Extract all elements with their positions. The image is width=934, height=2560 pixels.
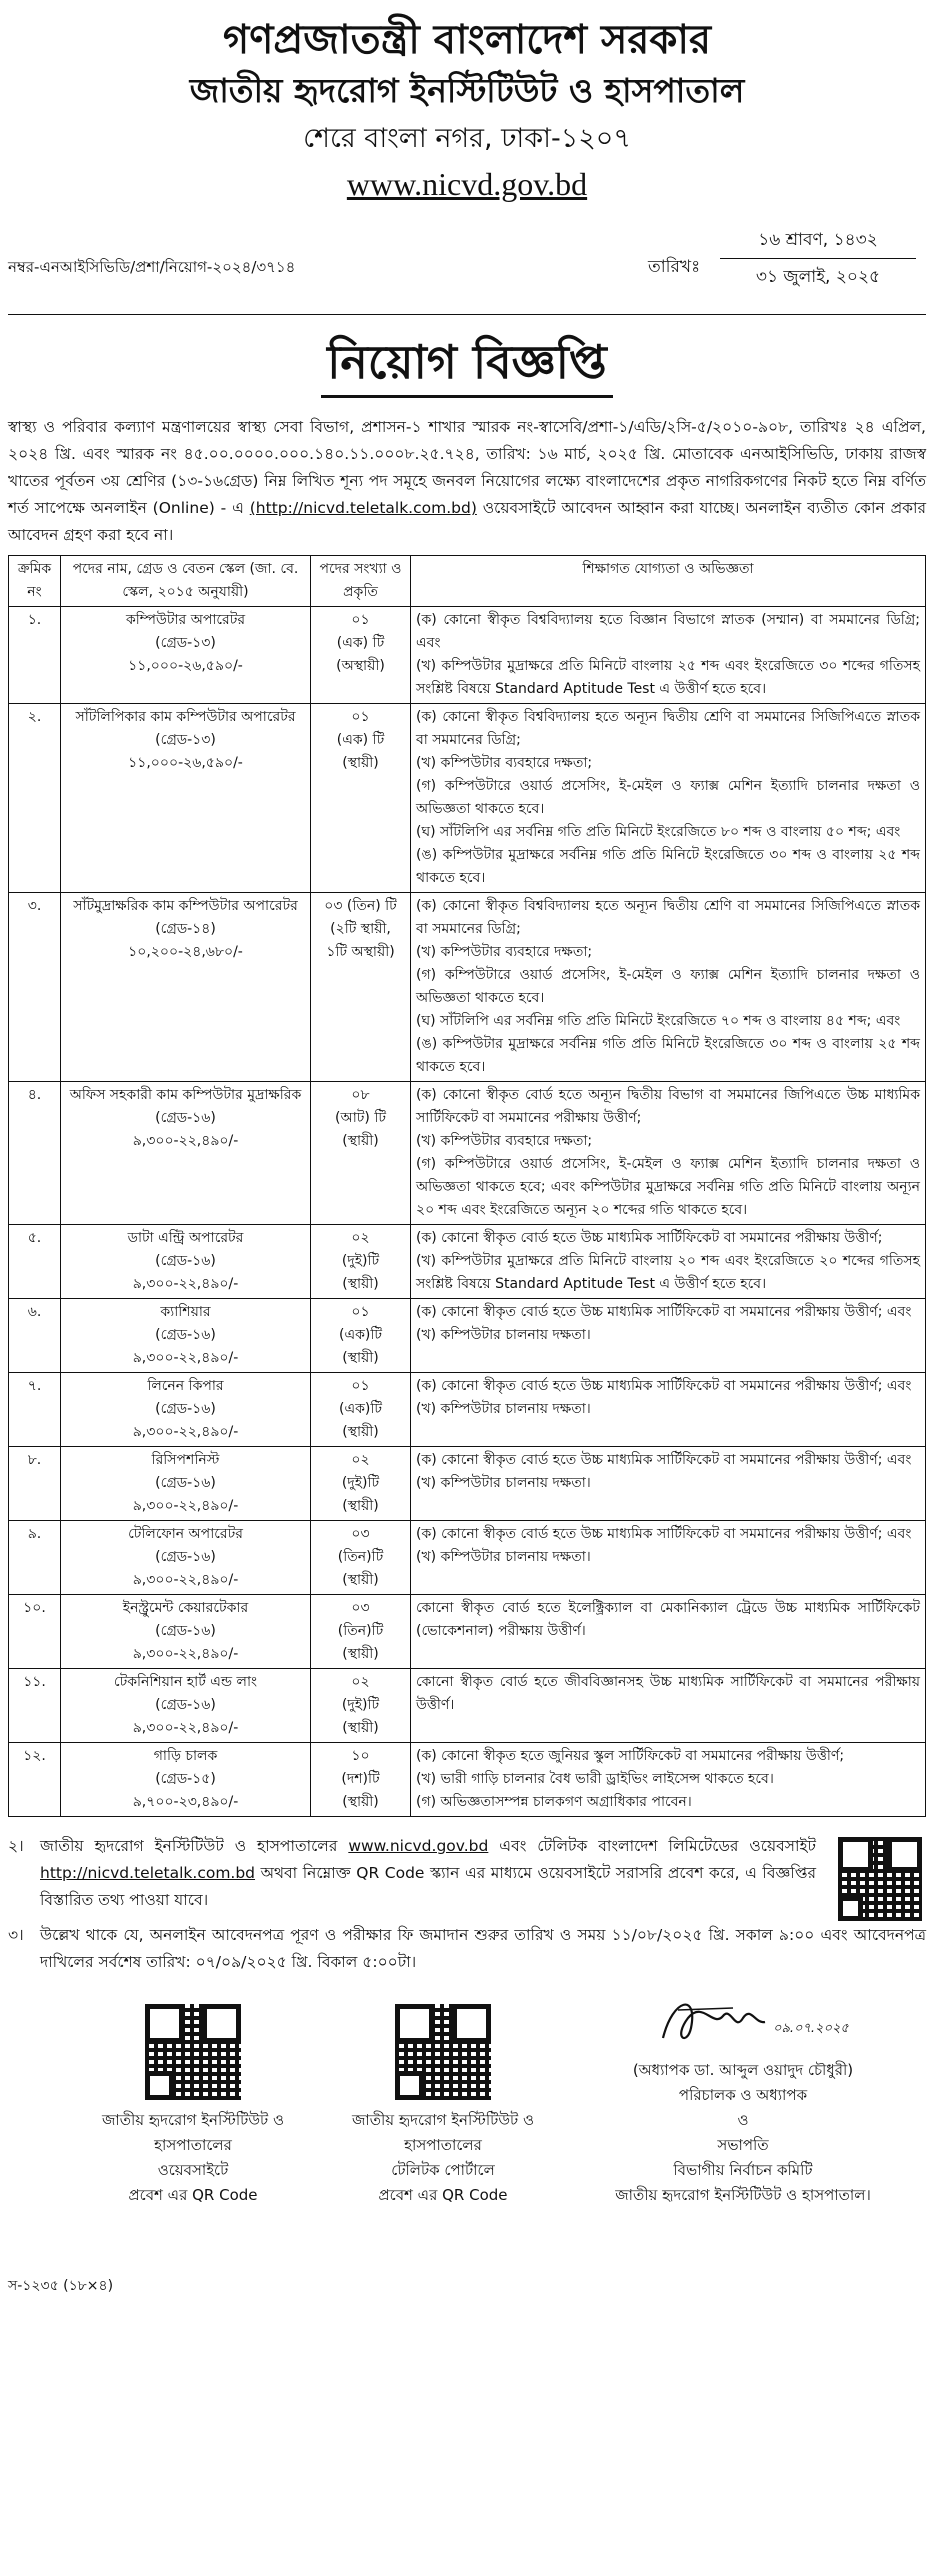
count-line: (স্থায়ী) — [342, 1424, 379, 1440]
row-post — [61, 1595, 311, 1669]
post-line: (গ্রেড-১৬) — [155, 1475, 216, 1491]
count-line: ০১ — [351, 612, 370, 628]
post-line: রিসিপশনিস্ট — [151, 1452, 220, 1468]
qualification-line: (খ) কম্পিউটার ব্যবহারে দক্ষতা; — [416, 1133, 593, 1149]
post-line: ৯,৩০০-২২,৪৯০/- — [132, 1498, 239, 1514]
date-bangla: ১৬ শ্রাবণ, ১৪৩২ — [720, 222, 916, 259]
post-line: (গ্রেড-১৬) — [155, 1401, 216, 1417]
table-row — [9, 607, 926, 704]
count-line: (তিন)টি — [337, 1549, 384, 1565]
note-2: ২। জাতীয় হৃদরোগ ইনস্টিটিউট ও হাসপাতালের www.nicvd.gov.bd এবং টেলিটক বাংলাদেশ লিমিটেডের ওয়েবসাইট http://nicvd.teletalk.com.bd অথবা নিম্নোক্ত QR Code স্ক্যান এর মাধ্যমে ওয়েবসাইটে সরাসরি প্রবেশ করে, এ বিজ্ঞপ্তির বিস্তারিত তথ্য পাওয়া যাবে। — [8, 1833, 926, 1914]
footer-area — [8, 1988, 926, 2298]
post-line: ৯,৩০০-২২,৪৯০/- — [132, 1720, 239, 1736]
row-post — [61, 1447, 311, 1521]
count-line: ০৩ (তিন) টি — [324, 898, 397, 914]
qualification-line: (গ) কম্পিউটারে ওয়ার্ড প্রসেসিং, ই-মেইল ও ফ্যাক্স মেশিন ইত্যাদি চালনার দক্ষতা ও অভিজ্ঞতা থাকতে হবে; এবং কম্পিউটার মুদ্রাক্ষরে সর্বনিম্ন গতি প্রতি মিনিটে বাংলায় অন্যূন ২০ শব্দ এবং ইংরেজিতে অন্যূন ২০ শব্দের গতি থাকতে হবে। — [416, 1156, 920, 1218]
count-line: (স্থায়ী) — [342, 1794, 379, 1810]
row-count — [311, 607, 411, 704]
qr-code-icon[interactable] — [145, 2004, 241, 2100]
post-line: (গ্রেড-১৬) — [155, 1110, 216, 1126]
qualification-line: (ঙ) কম্পিউটার মুদ্রাক্ষরে সর্বনিম্ন গতি প্রতি মিনিটে ইংরেজিতে ৩০ শব্দ ও বাংলায় ২৫ শব্দ থাকতে হবে। — [416, 847, 920, 886]
post-line: (গ্রেড-১৩) — [155, 732, 216, 748]
row-qualification — [411, 1743, 926, 1817]
teletalk-link[interactable]: (http://nicvd.teletalk.com.bd) — [249, 499, 477, 517]
post-line: ৯,৩০০-২২,৪৯০/- — [132, 1133, 239, 1149]
nicvd-link[interactable]: www.nicvd.gov.bd — [348, 1837, 489, 1855]
row-serial: ৫. — [9, 1225, 61, 1299]
qualification-line: (খ) কম্পিউটার চালনায় দক্ষতা। — [416, 1327, 591, 1343]
row-qualification — [411, 893, 926, 1082]
row-serial: ৬. — [9, 1299, 61, 1373]
qualification-line: (ক) কোনো স্বীকৃত বোর্ড হতে উচ্চ মাধ্যমিক সার্টিফিকেট বা সমমানের পরীক্ষায় উত্তীর্ণ; এবং — [416, 1526, 912, 1542]
post-line: ক্যাশিয়ার — [160, 1304, 211, 1320]
table-row — [9, 1447, 926, 1521]
qualification-line: (খ) ভারী গাড়ি চালনার বৈধ ভারী ড্রাইভিং লাইসেন্স থাকতে হবে। — [416, 1771, 774, 1787]
row-count — [311, 1595, 411, 1669]
count-line: ০১ — [351, 1304, 370, 1320]
row-count — [311, 1669, 411, 1743]
count-line: ০২ — [351, 1452, 370, 1468]
count-line: (দুই)টি — [341, 1475, 380, 1491]
table-row — [9, 1743, 926, 1817]
notice-title: নিয়োগ বিজ্ঞপ্তি — [8, 329, 926, 398]
post-line: কম্পিউটার অপারেটর — [125, 612, 246, 628]
qualification-line: (ক) কোনো স্বীকৃত বোর্ড হতে উচ্চ মাধ্যমিক সার্টিফিকেট বা সমমানের পরীক্ষায় উত্তীর্ণ; — [416, 1230, 883, 1246]
post-line: ৯,৩০০-২২,৪৯০/- — [132, 1350, 239, 1366]
count-line: (তিন)টি — [337, 1623, 384, 1639]
col-serial: ক্রমিক নং — [9, 556, 61, 607]
post-line: (গ্রেড-১৩) — [155, 635, 216, 651]
qualification-line: কোনো স্বীকৃত বোর্ড হতে জীববিজ্ঞানসহ উচ্চ মাধ্যমিক সার্টিফিকেট বা সমমানের পরীক্ষায় উত্তীর্ণ। — [416, 1674, 920, 1713]
row-serial: ১. — [9, 607, 61, 704]
count-line: (২টি স্থায়ী, — [330, 921, 391, 937]
row-serial: ৯. — [9, 1521, 61, 1595]
post-line: ৯,৩০০-২২,৪৯০/- — [132, 1572, 239, 1588]
count-line: (দুই)টি — [341, 1253, 380, 1269]
count-line: (আট) টি — [335, 1110, 386, 1126]
count-line: (দশ)টি — [341, 1771, 380, 1787]
table-row — [9, 1082, 926, 1225]
row-qualification — [411, 1669, 926, 1743]
row-qualification — [411, 607, 926, 704]
count-line: (এক) টি — [336, 732, 385, 748]
memo-number: নম্বর-এনআইসিভিডি/প্রশা/নিয়োগ-২০২৪/৩৭১৪ — [8, 258, 296, 276]
qualification-line: (খ) কম্পিউটার মুদ্রাক্ষরে প্রতি মিনিটে বাংলায় ২৫ শব্দ এবং ইংরেজিতে ৩০ শব্দের গতিসহ সংশ্লিষ্ট বিষয়ে Standard Aptitude Test এ উত্তীর্ণ হতে হবে। — [416, 658, 920, 697]
qualification-line: (খ) কম্পিউটার ব্যবহারে দক্ষতা; — [416, 944, 593, 960]
signature-date: ০৯.০৭.২০২৫ — [773, 2021, 849, 2036]
count-line: (এক) টি — [336, 635, 385, 651]
post-line: ৯,৩০০-২২,৪৯০/- — [132, 1276, 239, 1292]
qualification-line: (ক) কোনো স্বীকৃত বোর্ড হতে অন্যূন দ্বিতীয় বিভাগ বা সমমানের জিপিএতে উচ্চ মাধ্যমিক সার্টিফিকেট বা সমমানের পরীক্ষায় উত্তীর্ণ; — [416, 1087, 920, 1126]
post-line: (গ্রেড-১৬) — [155, 1549, 216, 1565]
govt-name: গণপ্রজাতন্ত্রী বাংলাদেশ সরকার — [223, 16, 711, 63]
row-count — [311, 1299, 411, 1373]
table-row — [9, 1521, 926, 1595]
count-line: (স্থায়ী) — [342, 1646, 379, 1662]
date-english: ৩১ জুলাই, ২০২৫ — [755, 267, 881, 287]
table-row — [9, 1669, 926, 1743]
count-line: (স্থায়ী) — [342, 1276, 379, 1292]
post-line: ১১,০০০-২৬,৫৯০/- — [128, 755, 243, 771]
row-count — [311, 1521, 411, 1595]
qr-nicvd-block: জাতীয় হৃদরোগ ইনস্টিটিউট ও হাসপাতালের ওয়েবসাইটে প্রবেশ এর QR Code — [88, 2004, 298, 2208]
table-row — [9, 1373, 926, 1447]
post-line: (গ্রেড-১৬) — [155, 1253, 216, 1269]
table-body — [9, 607, 926, 1817]
count-line: ১টি অস্থায়ী) — [326, 944, 395, 960]
qualification-line: (ক) কোনো স্বীকৃত বিশ্ববিদ্যালয় হতে অন্যূন দ্বিতীয় শ্রেণি বা সমমানের সিজিপিএতে স্নাতক বা সমমানের ডিগ্রি; — [416, 898, 920, 937]
row-post — [61, 1743, 311, 1817]
count-line: ০১ — [351, 709, 370, 725]
row-qualification — [411, 1225, 926, 1299]
row-qualification — [411, 1299, 926, 1373]
qualification-line: (ঘ) সাঁটলিপি এর সর্বনিম্ন গতি প্রতি মিনিটে ইংরেজিতে ৮০ শব্দ ও বাংলায় ৫০ শব্দ; এবং — [416, 824, 901, 840]
post-line: (গ্রেড-১৬) — [155, 1697, 216, 1713]
row-count — [311, 1743, 411, 1817]
post-line: (গ্রেড-১৬) — [155, 1623, 216, 1639]
row-post — [61, 607, 311, 704]
post-line: অফিস সহকারী কাম কম্পিউটার মুদ্রাক্ষরিক — [69, 1087, 302, 1103]
post-line: ইনস্ট্রুমেন্ট কেয়ারটেকার — [122, 1600, 249, 1616]
institute-name: জাতীয় হৃদরোগ ইনস্টিটিউট ও হাসপাতাল — [189, 71, 745, 110]
qualification-line: (ক) কোনো স্বীকৃত বিশ্ববিদ্যালয় হতে বিজ্ঞান বিভাগে স্নাতক (সম্মান) বা সমমানের ডিগ্রি; এবং — [416, 612, 920, 651]
row-serial: ৮. — [9, 1447, 61, 1521]
row-post — [61, 1225, 311, 1299]
count-line: (স্থায়ী) — [342, 755, 379, 771]
row-serial: ১১. — [9, 1669, 61, 1743]
count-line: ০২ — [351, 1674, 370, 1690]
count-line: ০১ — [351, 1378, 370, 1394]
table-row — [9, 1299, 926, 1373]
table-row — [9, 1595, 926, 1669]
count-line: ০৮ — [351, 1087, 370, 1103]
count-line: (এক)টি — [338, 1327, 382, 1343]
row-count — [311, 893, 411, 1082]
signatory-name: (অধ্যাপক ডা. আব্দুল ওয়াদুদ চৌধুরী) — [632, 2061, 854, 2079]
row-count — [311, 704, 411, 893]
row-post — [61, 1299, 311, 1373]
row-serial: ৭. — [9, 1373, 61, 1447]
signature-image — [568, 1988, 918, 2058]
qualification-line: (ক) কোনো স্বীকৃত বিশ্ববিদ্যালয় হতে অন্যূন দ্বিতীয় শ্রেণি বা সমমানের সিজিপিএতে স্নাতক বা সমমানের ডিগ্রি; — [416, 709, 920, 748]
count-line: ০২ — [351, 1230, 370, 1246]
notice-page — [8, 8, 926, 2552]
count-line: (এক)টি — [338, 1401, 382, 1417]
col-count: পদের সংখ্যা ও প্রকৃতি — [311, 556, 411, 607]
row-qualification — [411, 1447, 926, 1521]
post-line: টেলিফোন অপারেটর — [128, 1526, 243, 1542]
count-line: (স্থায়ী) — [342, 1350, 379, 1366]
row-post — [61, 1082, 311, 1225]
table-row — [9, 704, 926, 893]
qualification-line: (ক) কোনো স্বীকৃত বোর্ড হতে উচ্চ মাধ্যমিক সার্টিফিকেট বা সমমানের পরীক্ষায় উত্তীর্ণ; এবং — [416, 1378, 912, 1394]
post-line: টেকনিশিয়ান হার্ট এন্ড লাং — [113, 1674, 258, 1690]
row-post — [61, 1521, 311, 1595]
qualification-line: (গ) অভিজ্ঞতাসম্পন্ন চালকগণ অগ্রাধিকার পাবেন। — [416, 1794, 692, 1810]
count-line: (দুই)টি — [341, 1697, 380, 1713]
post-line: সাঁটলিপিকার কাম কম্পিউটার অপারেটর — [75, 709, 296, 725]
count-line: ১০ — [351, 1748, 370, 1764]
count-line: ০৩ — [351, 1600, 370, 1616]
qualification-line: (খ) কম্পিউটার ব্যবহারে দক্ষতা; — [416, 755, 593, 771]
post-line: ১০,২০০-২৪,৬৮০/- — [128, 944, 243, 960]
qualification-line: কোনো স্বীকৃত বোর্ড হতে ইলেক্ট্রিক্যাল বা মেকানিক্যাল ট্রেডে উচ্চ মাধ্যমিক সার্টিফিকেট (ভোকেশনাল) পরীক্ষায় উত্তীর্ণ। — [416, 1600, 920, 1639]
row-qualification — [411, 1082, 926, 1225]
row-post — [61, 1669, 311, 1743]
row-count — [311, 1373, 411, 1447]
col-qualification: শিক্ষাগত যোগ্যতা ও অভিজ্ঞতা — [411, 556, 926, 607]
row-count — [311, 1082, 411, 1225]
institute-address: শেরে বাংলা নগর, ঢাকা-১২০৭ — [303, 123, 631, 154]
qualification-line: (ক) কোনো স্বীকৃত বোর্ড হতে উচ্চ মাধ্যমিক সার্টিফিকেট বা সমমানের পরীক্ষায় উত্তীর্ণ; এবং — [416, 1452, 912, 1468]
count-line: (স্থায়ী) — [342, 1498, 379, 1514]
col-post: পদের নাম, গ্রেড ও বেতন স্কেল (জা. বে. স্কেল, ২০১৫ অনুযায়ী) — [61, 556, 311, 607]
divider — [8, 314, 926, 315]
intro-paragraph: স্বাস্থ্য ও পরিবার কল্যাণ মন্ত্রণালয়ের স্বাস্থ্য সেবা বিভাগ, প্রশাসন-১ শাখার স্মারক নং-স্বাসেবি/প্রশা-১/এডি/২সি-৫/২০১০-৯০৮, তারিখঃ ২৪ এপ্রিল, ২০২৪ খ্রি. এবং স্মারক নং ৪৫.০০.০০০০.০০০.১৪০.১১.০০০৮.২৫.৭২৪, তারিখ: ১৬ মার্চ, ২০২৫ খ্রি. মোতাবেক এনআইসিভিডি, ঢাকায় রাজস্ব খাতের পূর্বতন ৩য় শ্রেণির (১৩-১৬গ্রেড) নিম্ন লিখিত শূন্য পদ সমূহে জনবল নিয়োগের লক্ষ্যে বাংলাদেশের প্রকৃত নাগরিকগণের নিকট হতে নিম্ন বর্ণিত শর্ত সাপেক্ষে অনলাইন (Online) - এ (http://nicvd.teletalk.com.bd) ওয়েবসাইটে আবেদন আহ্বান করা যাচ্ছে। অনলাইন ব্যতীত কোন প্রকার আবেদন গ্রহণ করা হবে না। — [8, 418, 926, 544]
qualification-line: (ঙ) কম্পিউটার মুদ্রাক্ষরে সর্বনিম্ন গতি প্রতি মিনিটে ইংরেজিতে ৩০ শব্দ ও বাংলায় ২৫ শব্দ থাকতে হবে। — [416, 1036, 920, 1075]
qualification-line: (খ) কম্পিউটার চালনায় দক্ষতা। — [416, 1549, 591, 1565]
count-line: (স্থায়ী) — [342, 1720, 379, 1736]
post-line: ৯,৭০০-২৩,৪৯০/- — [132, 1794, 239, 1810]
post-line: ডাটা এন্ট্রি অপারেটর — [127, 1230, 244, 1246]
reference-row — [8, 216, 926, 312]
table-row — [9, 1225, 926, 1299]
row-count — [311, 1225, 411, 1299]
qr-teletalk-block: জাতীয় হৃদরোগ ইনস্টিটিউট ও হাসপাতালের টেলিটক পোর্টালে প্রবেশ এর QR Code — [338, 2004, 548, 2208]
count-line: (স্থায়ী) — [342, 1133, 379, 1149]
row-serial: ৩. — [9, 893, 61, 1082]
vacancy-table — [8, 555, 926, 1817]
qualification-line: (গ) কম্পিউটারে ওয়ার্ড প্রসেসিং, ই-মেইল ও ফ্যাক্স মেশিন ইত্যাদি চালনার দক্ষতা ও অভিজ্ঞতা থাকতে হবে। — [416, 778, 920, 817]
count-line: (অস্থায়ী) — [336, 658, 385, 674]
row-serial: ২. — [9, 704, 61, 893]
signature-block: ০৯.০৭.২০২৫ (অধ্যাপক ডা. আব্দুল ওয়াদুদ চৌধুরী) পরিচালক ও অধ্যাপক ও সভাপতি বিভাগীয় নির্বাচন কমিটি জাতীয় হৃদরোগ ইনস্টিটিউট ও হাসপাতাল। — [568, 1988, 918, 2208]
qualification-line: (গ) কম্পিউটারে ওয়ার্ড প্রসেসিং, ই-মেইল ও ফ্যাক্স মেশিন ইত্যাদি চালনার দক্ষতা ও অভিজ্ঞতা থাকতে হবে। — [416, 967, 920, 1006]
post-line: (গ্রেড-১৫) — [155, 1771, 216, 1787]
qr-code-icon[interactable] — [395, 2004, 491, 2100]
count-line: ০৩ — [351, 1526, 370, 1542]
note-3: ৩। উল্লেখ থাকে যে, অনলাইন আবেদনপত্র পূরণ ও পরীক্ষার ফি জমাদান শুরুর তারিখ ও সময় ১১/০৮/২০২৫ খ্রি. সকাল ৯:০০ এবং আবেদনপত্র দাখিলের সর্বশেষ তারিখ: ০৭/০৯/২০২৫ খ্রি. বিকাল ৫:০০টা। — [8, 1926, 926, 1971]
row-qualification — [411, 1595, 926, 1669]
row-qualification — [411, 1521, 926, 1595]
ad-code: স-১২৩৫ (১৮×৪) — [8, 2278, 114, 2294]
teletalk-portal-link[interactable]: http://nicvd.teletalk.com.bd — [40, 1864, 256, 1882]
qr-code-icon[interactable] — [838, 1837, 922, 1921]
qualification-line: (খ) কম্পিউটার মুদ্রাক্ষরে প্রতি মিনিটে বাংলায় ২০ শব্দ এবং ইংরেজিতে ২০ শব্দের গতিসহ সংশ্লিষ্ট বিষয়ে Standard Aptitude Test এ উত্তীর্ণ হতে হবে। — [416, 1253, 920, 1292]
row-qualification — [411, 1373, 926, 1447]
post-line: ৯,৩০০-২২,৪৯০/- — [132, 1646, 239, 1662]
table-row — [9, 893, 926, 1082]
row-serial: ৪. — [9, 1082, 61, 1225]
row-post — [61, 704, 311, 893]
row-serial: ১২. — [9, 1743, 61, 1817]
date-label: তারিখঃ — [648, 257, 701, 277]
row-count — [311, 1447, 411, 1521]
letterhead — [8, 14, 926, 206]
post-line: ৯,৩০০-২২,৪৯০/- — [132, 1424, 239, 1440]
qualification-line: (খ) কম্পিউটার চালনায় দক্ষতা। — [416, 1401, 591, 1417]
row-post — [61, 1373, 311, 1447]
institute-website[interactable]: www.nicvd.gov.bd — [346, 166, 588, 202]
count-line: (স্থায়ী) — [342, 1572, 379, 1588]
post-line: গাড়ি চালক — [153, 1748, 218, 1764]
post-line: সাঁটমুদ্রাক্ষরিক কাম কম্পিউটার অপারেটর — [73, 898, 298, 914]
date-box — [720, 222, 916, 295]
qualification-line: (ঘ) সাঁটলিপি এর সর্বনিম্ন গতি প্রতি মিনিটে ইংরেজিতে ৭০ শব্দ ও বাংলায় ৪৫ শব্দ; এবং — [416, 1013, 901, 1029]
qualification-line: (ক) কোনো স্বীকৃত বোর্ড হতে উচ্চ মাধ্যমিক সার্টিফিকেট বা সমমানের পরীক্ষায় উত্তীর্ণ; এবং — [416, 1304, 912, 1320]
post-line: লিনেন কিপার — [147, 1378, 224, 1394]
table-header-row — [9, 556, 926, 607]
qualification-line: (ক) কোনো স্বীকৃত হতে জুনিয়র স্কুল সার্টিফিকেট বা সমমানের পরীক্ষায় উত্তীর্ণ; — [416, 1748, 845, 1764]
row-qualification — [411, 704, 926, 893]
qualification-line: (খ) কম্পিউটার চালনায় দক্ষতা। — [416, 1475, 591, 1491]
row-serial: ১০. — [9, 1595, 61, 1669]
row-post — [61, 893, 311, 1082]
post-line: ১১,০০০-২৬,৫৯০/- — [128, 658, 243, 674]
post-line: (গ্রেড-১৪) — [155, 921, 216, 937]
post-line: (গ্রেড-১৬) — [155, 1327, 216, 1343]
